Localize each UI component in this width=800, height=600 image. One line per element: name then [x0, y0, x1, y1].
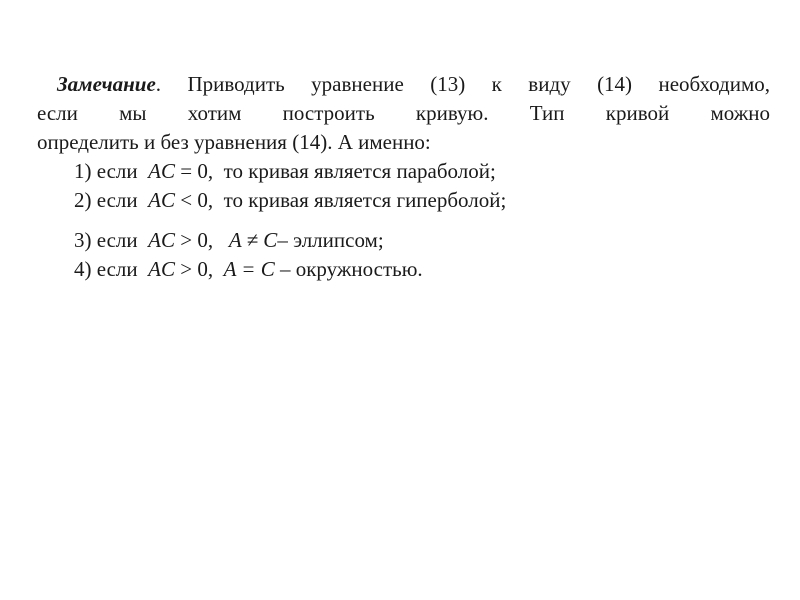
remark-line-2: если мы хотим построить кривую. Тип кривой можно — [37, 101, 770, 125]
case-2-condition: AC — [148, 188, 175, 212]
case-list-lower — [74, 226, 423, 284]
remark-text-1: . Приводить уравнение (13) к виду (14) необходимо, — [155, 72, 770, 96]
case-4-prefix: 4) если — [74, 257, 149, 281]
case-3-relation: > 0, — [174, 228, 229, 252]
case-1-relation: = 0, — [174, 159, 224, 183]
case-list-upper — [74, 157, 506, 215]
case-1-result: то кривая является параболой; — [223, 159, 496, 183]
case-2-relation: < 0, — [174, 188, 224, 212]
case-3-result: – эллипсом; — [277, 228, 384, 252]
remark-label: Замечание — [57, 72, 156, 96]
case-3-condition: AC — [148, 228, 175, 252]
case-4-result: – окружностью. — [274, 257, 423, 281]
remark-line-3: определить и без уравнения (14). А именно: — [37, 130, 431, 154]
case-3-condition-2: A ≠ C — [228, 228, 278, 252]
case-4-relation: > 0, — [174, 257, 224, 281]
case-1-prefix: 1) если — [74, 159, 149, 183]
case-item-3 — [74, 226, 423, 255]
case-1-condition: AC — [148, 159, 175, 183]
case-item-2 — [74, 186, 506, 215]
case-3-prefix: 3) если — [74, 228, 149, 252]
case-2-result: то кривая является гиперболой; — [223, 188, 507, 212]
case-2-prefix: 2) если — [74, 188, 149, 212]
remark-line-1 — [37, 70, 770, 99]
case-4-condition-2: A = C — [223, 257, 275, 281]
remark-paragraph — [37, 70, 770, 157]
case-item-4 — [74, 255, 423, 284]
case-item-1 — [74, 157, 506, 186]
case-4-condition: AC — [148, 257, 175, 281]
